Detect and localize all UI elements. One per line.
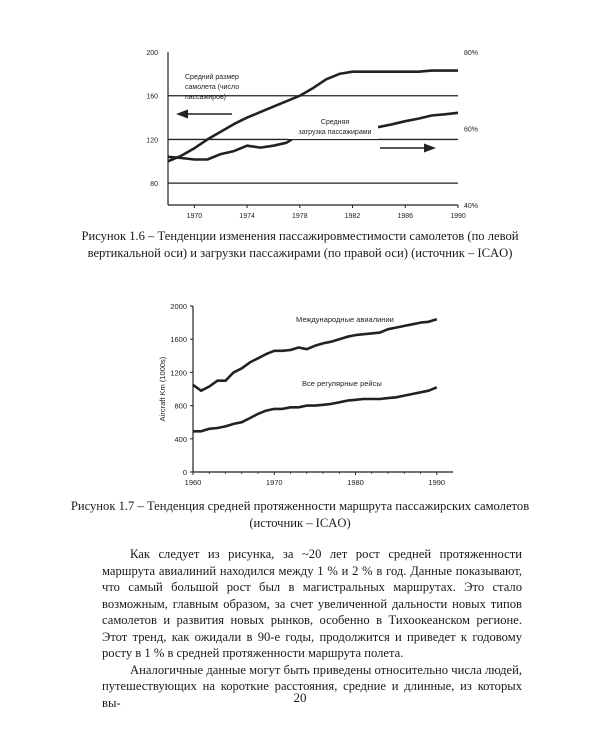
- x-tick-label: 1990: [450, 213, 466, 220]
- y-tick-label-left: 160: [146, 93, 158, 101]
- annotation-load-factor-line: загрузка пассажирами: [298, 129, 372, 136]
- annotation-aircraft-size-line: Средний размер: [185, 74, 239, 81]
- paragraph-1: Как следует из рисунка, за ~20 лет рост средней протяженности маршрута авиалиний находился между 1 % и 2 % в год. Данные показывают, что самый большой рост был в магистральных маршрутах. Это стало возможным, главным образом, за счет увеличенной дальности новых типов самолетов и развития новых рынков, особенно в Тихоокеанском регионе. Этот тренд, как ожидали в 90-е годы, продолжится и приведет к годовому росту в 1 % в средней протяженности маршрута полета.: [102, 547, 522, 660]
- label-international-routes: Международные авиалинии: [296, 315, 394, 324]
- x-tick-label: 1970: [186, 213, 203, 220]
- y-axis-label: Aircraft Km (1000s): [158, 356, 167, 422]
- x-tick-label: 1982: [344, 213, 361, 220]
- y-tick-label: 800: [174, 401, 187, 411]
- x-tick-label: 1980: [347, 478, 364, 487]
- paragraph-2: Аналогичные данные могут быть приведены относительно числа людей, путешествующих на короткие расстояния, средние и длинные, из которых вы-: [102, 662, 522, 710]
- y-tick-label-right: 80%: [464, 50, 479, 57]
- annotation-aircraft-size-line: самолета (число: [185, 84, 240, 91]
- page-number: 20: [293, 690, 307, 705]
- y-tick-label-right: 40%: [464, 203, 479, 210]
- y-tick-label-left: 200: [146, 50, 158, 57]
- y-tick-label: 1600: [170, 335, 187, 345]
- y-tick-label: 2000: [170, 302, 187, 311]
- y-tick-label: 0: [182, 468, 187, 477]
- x-tick-label: 1974: [239, 213, 255, 220]
- x-tick-label: 1960: [184, 478, 202, 487]
- y-tick-label-left: 80: [150, 181, 158, 189]
- y-tick-label: 1200: [170, 368, 187, 378]
- annotation-aircraft-size-line: пассажиров): [185, 94, 227, 101]
- y-tick-label: 400: [174, 434, 187, 444]
- y-tick-label-left: 120: [146, 137, 158, 145]
- series-all-scheduled: [193, 387, 437, 431]
- x-tick-label: 1970: [265, 478, 283, 487]
- x-tick-label: 1978: [292, 213, 308, 220]
- x-tick-label: 1990: [428, 478, 446, 487]
- x-tick-label: 1986: [397, 213, 414, 220]
- y-tick-label-right: 60%: [464, 126, 479, 134]
- body-text: [102, 546, 522, 711]
- label-all-scheduled: Все регулярные рейсы: [302, 379, 382, 388]
- annotation-load-factor-line: Средняя: [320, 119, 350, 126]
- figure-1-6-caption: Рисунок 1.6 – Тенденции изменения пассажировместимости самолетов (по левой вертикальной оси) и загрузки пассажирами (по правой оси) (источник – ICAO): [81, 229, 519, 260]
- figure-1-7-caption: Рисунок 1.7 – Тенденция средней протяженности маршрута пассажирских самолетов (источник – ICAO): [70, 499, 530, 530]
